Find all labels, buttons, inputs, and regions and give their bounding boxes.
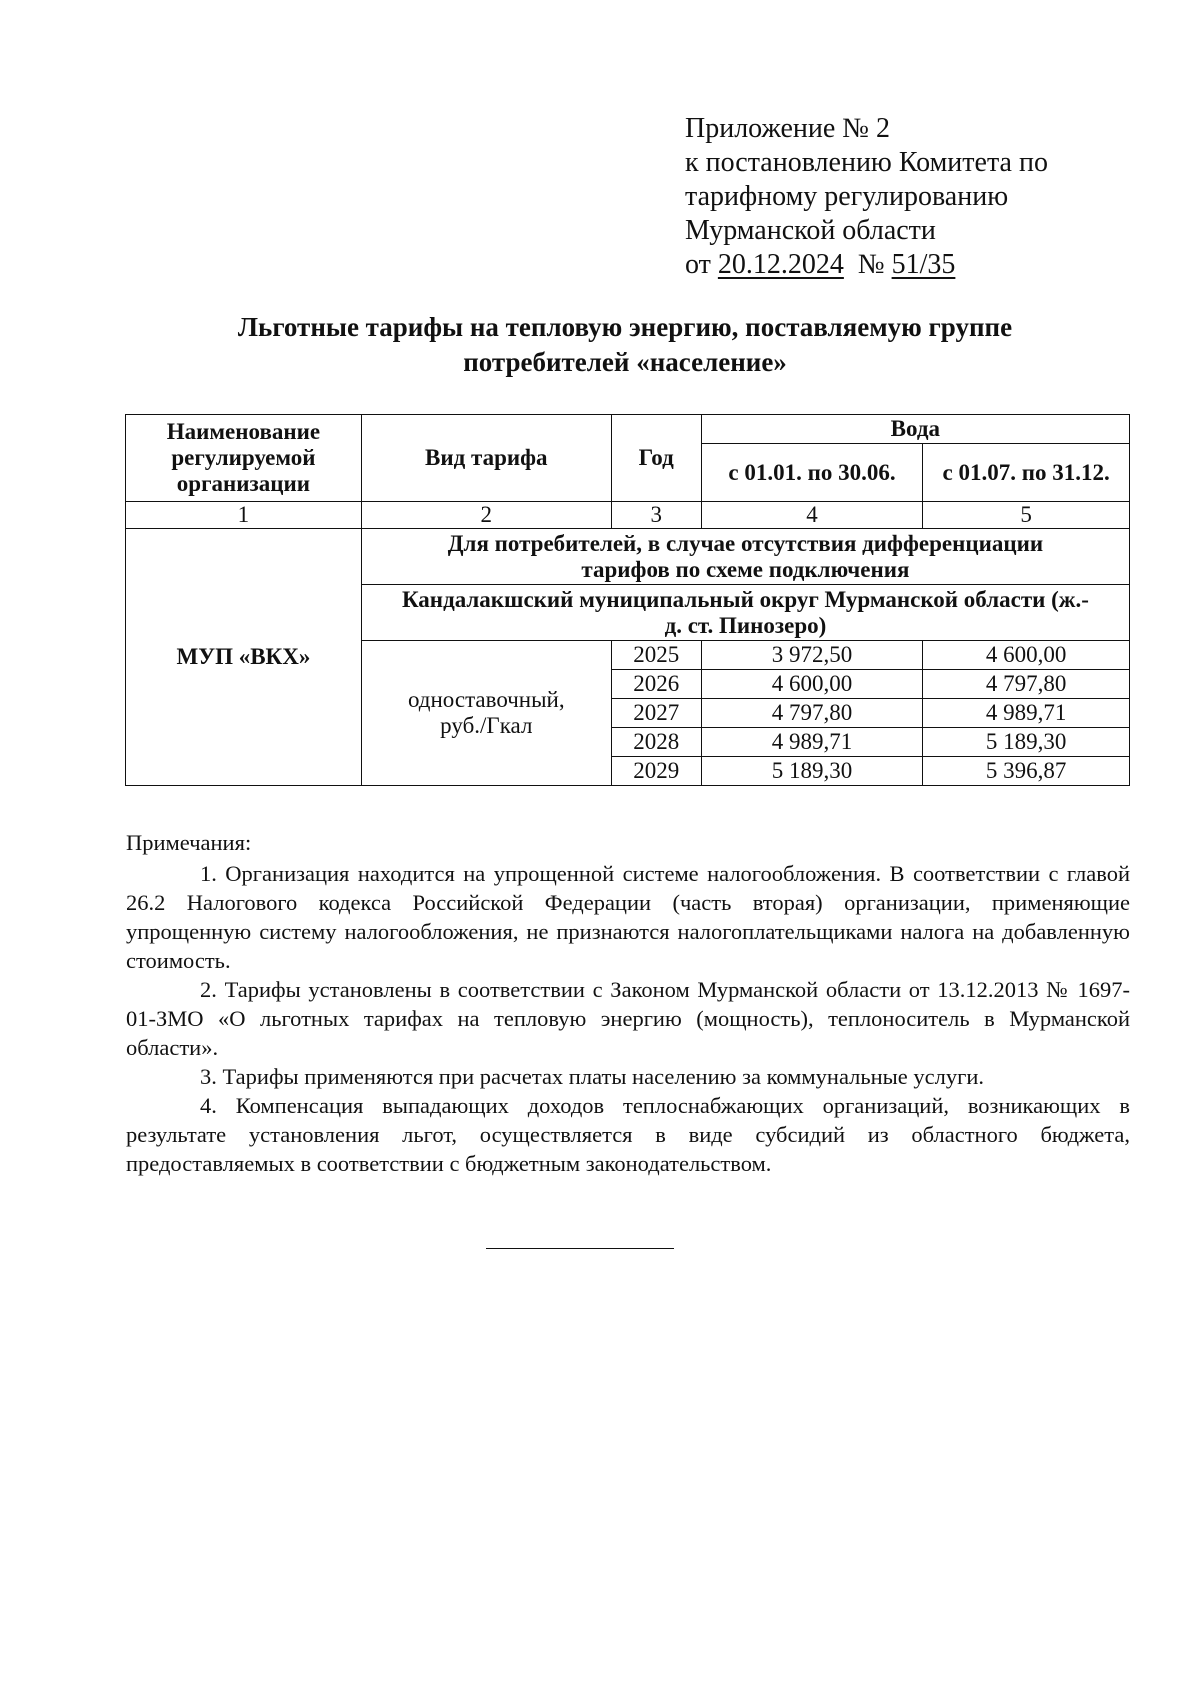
- title-line-2: потребителей «население»: [463, 347, 787, 377]
- district-name: Кандалакшский муниципальный округ Мурманской области (ж.-д. ст. Пинозеро): [361, 585, 1129, 641]
- note-item: 1. Организация находится на упрощенной системе налогообложения. В соответствии с главой 26.2 Налогового кодекса Российской Федерации (часть вторая) организации, применяющие упрощенную систему налогообложения, не признаются налогоплательщиками налога на добавленную стоимость.: [126, 861, 1130, 973]
- note-item: 3. Тарифы применяются при расчетах платы населению за коммунальные услуги.: [200, 1064, 984, 1089]
- header-tariff-type: Вид тарифа: [361, 415, 611, 502]
- header-period-1: с 01.01. по 30.06.: [701, 444, 923, 502]
- tariff-table: [125, 414, 1130, 786]
- header-group: Вода: [701, 415, 1129, 444]
- notes-section: [126, 828, 1130, 1178]
- period-1-value: 4 797,80: [701, 699, 923, 728]
- title-line-1: Льготные тарифы на тепловую энергию, поставляемую группе: [237, 312, 1013, 342]
- annex-number-prefix: №: [857, 249, 885, 280]
- annex-date: 20.12.2024: [717, 249, 844, 280]
- header-year: Год: [611, 415, 701, 502]
- column-number: 2: [361, 502, 611, 529]
- period-1-value: 4 989,71: [701, 728, 923, 757]
- period-2-value: 4 989,71: [923, 699, 1130, 728]
- period-1-value: 5 189,30: [701, 757, 923, 786]
- organization-name: МУП «ВКХ»: [126, 529, 362, 786]
- section-title: Для потребителей, в случае отсутствия дифференциации тарифов по схеме подключения: [361, 529, 1129, 585]
- table-header-row: [126, 415, 1130, 444]
- annex-line-1: Приложение № 2: [685, 113, 890, 144]
- period-1-value: 4 600,00: [701, 670, 923, 699]
- document-title: [130, 310, 1120, 380]
- note-item: 2. Тарифы установлены в соответствии с Законом Мурманской области от 13.12.2013 № 1697-01-ЗМО «О льготных тарифах на тепловую энергию (мощность), теплоноситель в Мурманской области».: [126, 977, 1130, 1060]
- column-number: 4: [701, 502, 923, 529]
- column-number: 3: [611, 502, 701, 529]
- annex-header: [685, 112, 1145, 282]
- end-divider: [486, 1248, 674, 1249]
- year-cell: 2026: [611, 670, 701, 699]
- annex-date-line: [685, 248, 1145, 282]
- year-cell: 2029: [611, 757, 701, 786]
- column-number: 1: [126, 502, 362, 529]
- annex-line-4: Мурманской области: [685, 215, 936, 246]
- column-number: 5: [923, 502, 1130, 529]
- header-org: Наименование регулируемой организации: [126, 415, 362, 502]
- header-period-2: с 01.07. по 31.12.: [923, 444, 1130, 502]
- year-cell: 2028: [611, 728, 701, 757]
- annex-number: 51/35: [891, 249, 956, 280]
- annex-line-3: тарифному регулированию: [685, 181, 1009, 212]
- section-row: [126, 529, 1130, 585]
- period-2-value: 4 797,80: [923, 670, 1130, 699]
- tariff-type-cell: одноставочный, руб./Гкал: [361, 641, 611, 786]
- annex-date-prefix: от: [685, 249, 711, 280]
- period-2-value: 4 600,00: [923, 641, 1130, 670]
- annex-line-2: к постановлению Комитета по: [685, 147, 1048, 178]
- year-cell: 2027: [611, 699, 701, 728]
- column-number-row: [126, 502, 1130, 529]
- period-2-value: 5 189,30: [923, 728, 1130, 757]
- year-cell: 2025: [611, 641, 701, 670]
- period-2-value: 5 396,87: [923, 757, 1130, 786]
- notes-heading: Примечания:: [126, 830, 252, 855]
- note-item: 4. Компенсация выпадающих доходов теплоснабжающих организаций, возникающих в результате установления льгот, осуществляется в виде субсидий из областного бюджета, предоставляемых в соответствии с бюджетным законодательством.: [126, 1093, 1130, 1176]
- period-1-value: 3 972,50: [701, 641, 923, 670]
